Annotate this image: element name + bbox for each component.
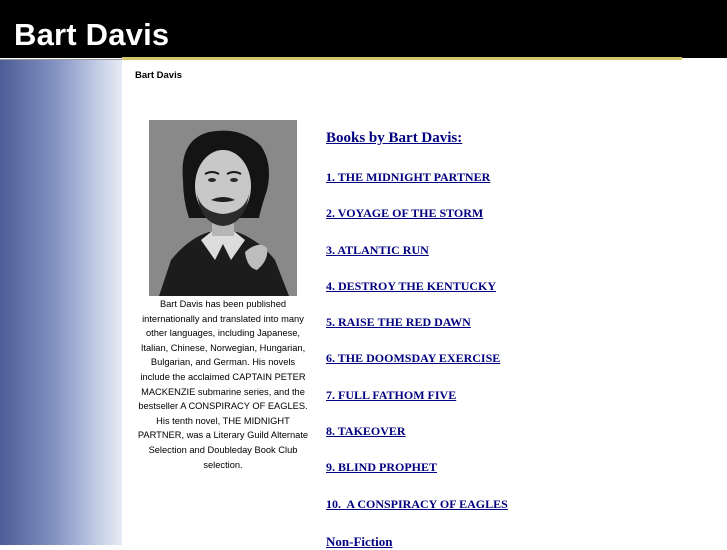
book-link-9[interactable]: 9. BLIND PROPHET [326, 460, 438, 475]
book-link-2[interactable]: 2. VOYAGE OF THE STORM [326, 206, 484, 221]
book-list [326, 170, 508, 533]
book-link-7[interactable]: 7. FULL FATHOM FIVE [326, 387, 457, 402]
sidebar [0, 60, 122, 545]
header-accent-rule [122, 57, 682, 60]
book-link-6[interactable]: 6. THE DOOMSDAY EXERCISE [326, 351, 501, 366]
book-link-3[interactable]: 3. ATLANTIC RUN [326, 242, 429, 257]
nonfiction-link[interactable]: Non-Fiction [326, 534, 393, 549]
book-link-5[interactable]: 5. RAISE THE RED DAWN [326, 315, 471, 330]
books-heading-link[interactable]: Books by Bart Davis: [326, 130, 463, 146]
breadcrumb: Bart Davis [135, 70, 182, 81]
site-title: Bart Davis [14, 17, 170, 52]
book-link-1[interactable]: 1. THE MIDNIGHT PARTNER [326, 170, 491, 184]
author-bio: Bart Davis has been published internationally and translated into many other languages, including Japanese, Italian, Chinese, Norwegian, Hungarian, Bulgarian, and German. His novels include the acclaimed CAPTAIN PETER MACKENZIE submarine series, and the bestseller A CONSPIRACY OF EAGLES. His tenth novel, THE MIDNIGHT PARTNER, was a Literary Guild Alternate Selection and Doubleday Book Club selection. [137, 299, 309, 470]
author-portrait-photo [149, 120, 297, 296]
book-link-10[interactable]: 10. A CONSPIRACY OF EAGLES [326, 496, 508, 511]
book-link-4[interactable]: 4. DESTROY THE KENTUCKY [326, 278, 497, 293]
book-link-8[interactable]: 8. TAKEOVER [326, 424, 406, 439]
header-bar [0, 0, 727, 58]
